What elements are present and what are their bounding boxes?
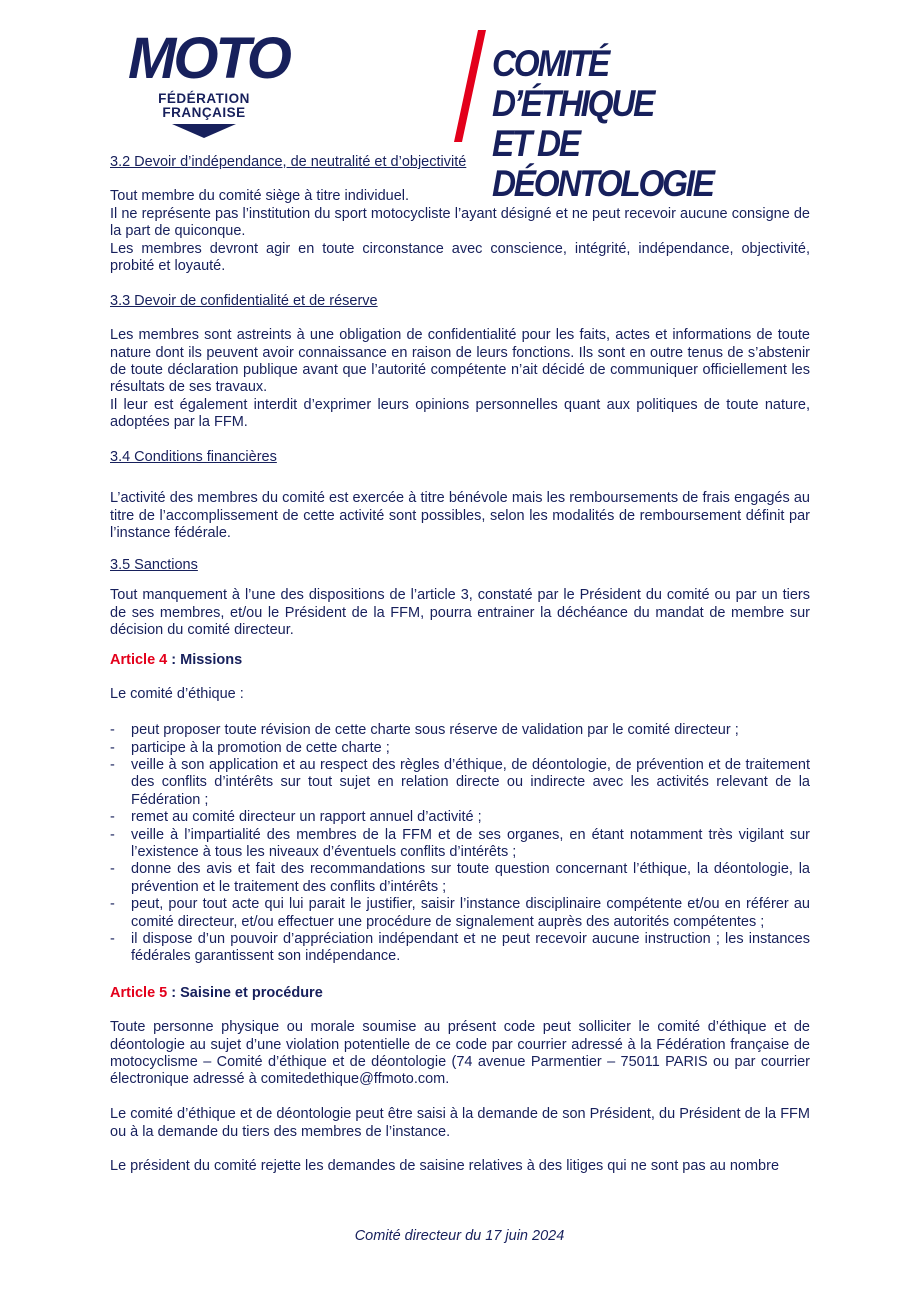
section-3-2-p2: Il ne représente pas l’institution du sport motocycliste l’ayant désigné et ne peut recevoir aucune consigne de la part de quiconque. <box>110 205 810 240</box>
list-item: - veille à l’impartialité des membres de la FFM et de ses organes, en étant notamment très vigilant sur l’existence à tous les niveaux d’éventuels conflits d’intérêts ; <box>110 826 810 860</box>
article-5-title: : Saisine et procédure <box>167 984 323 1001</box>
article-5-heading <box>110 985 810 1002</box>
section-3-2-p1: Tout membre du comité siège à titre individuel. <box>110 188 410 205</box>
article-5-p3: Le président du comité rejette les demandes de saisine relatives à des litiges qui ne sont pas au nombre <box>110 1158 780 1175</box>
ffm-logo <box>128 26 289 146</box>
committee-title-line-2: ET DE DÉONTOLOGIE <box>492 123 713 204</box>
article-5-p2: Le comité d’éthique et de déontologie peut être saisi à la demande de son Président, du Président de la FFM ou à la demande du tiers des membres de l’instance. <box>110 1106 810 1140</box>
logo-chevron-icon <box>172 124 236 140</box>
article-5-number: Article 5 <box>110 984 168 1001</box>
section-3-4-title: 3.4 Conditions financières <box>110 449 277 466</box>
page-footer: Comité directeur du 17 juin 2024 <box>354 1228 565 1244</box>
logo-line-2: FRANÇAISE <box>162 105 246 120</box>
section-3-5-title: 3.5 Sanctions <box>110 556 198 573</box>
section-3-3-p2: Il leur est également interdit d’exprimer leurs opinions personnelles quant aux politiques de toute nature, adoptées par la FFM. <box>110 396 810 431</box>
red-slash-icon <box>450 30 490 142</box>
article-4-number: Article 4 <box>110 652 168 669</box>
document-body <box>110 154 810 1176</box>
list-item: - participe à la promotion de cette charte ; <box>110 739 390 756</box>
section-3-2-title: 3.2 Devoir d’indépendance, de neutralité et d’objectivité <box>110 154 467 170</box>
logo-line-1: FÉDÉRATION <box>158 91 250 106</box>
list-item: - donne des avis et fait des recommandations sur toute question concernant l’éthique, la déontologie, la prévention et le traitement des conflits d’intérêts ; <box>110 861 810 895</box>
list-item: - peut, pour tout acte qui lui parait le justifier, saisir l’instance disciplinaire compétente et/ou en référer au comité directeur, et/ou effectuer une procédure de signalement auprès des autorités compétentes ; <box>110 896 810 930</box>
section-3-3-title: 3.3 Devoir de confidentialité et de réserve <box>110 292 378 309</box>
article-4-intro: Le comité d’éthique : <box>110 685 244 702</box>
committee-title-line-1: COMITÉ D’ÉTHIQUE <box>492 43 654 124</box>
logo-word: MOTO <box>128 26 289 91</box>
list-item: - il dispose d’un pouvoir d’appréciation indépendant et ne peut recevoir aucune instruction ; les instances fédérales garantissent son indépendance. <box>110 931 810 965</box>
article-4-title: : Missions <box>167 652 243 669</box>
list-item: - veille à son application et au respect des règles d’éthique, de déontologie, de prévention et de traitement des conflits d’intérêts sur tout sujet en relation directe ou indirecte avec les activités relevant de la Fédération ; <box>110 756 810 808</box>
section-3-4-p1: L’activité des membres du comité est exercée à titre bénévole mais les remboursements de frais engagés au titre de l’accomplissement de cette activité sont possibles, selon les modalités de remboursement définit par l’instance fédérale. <box>110 490 810 542</box>
article-4-heading <box>110 652 810 669</box>
section-3-3-p1: Les membres sont astreints à une obligation de confidentialité pour les faits, actes et informations de toute nature dont ils peuvent avoir connaissance en raison de leurs fonctions. Ils sont en outre tenus de s’abstenir de toute déclaration publique avant que l’autorité compétente n’ait décidé de communiquer officiellement les résultats de ses travaux. <box>110 327 810 396</box>
list-item: - peut proposer toute révision de cette charte sous réserve de validation par le comité directeur ; <box>110 722 739 739</box>
article-5-p1: Toute personne physique ou morale soumise au présent code peut solliciter le comité d’éthique et de déontologie au sujet d’une violation potentielle de ce code par courrier adressé à la Fédération française de motocyclisme – Comité d’éthique et de déontologie (74 avenue Parmentier – 75011 PARIS ou par courrier électronique adressé à comitedethique@ffmoto.com. <box>110 1019 810 1088</box>
missions-list <box>110 722 810 966</box>
section-3-5-p1: Tout manquement à l’une des dispositions de l’article 3, constaté par le Président du comité ou par un tiers de ses membres, et/ou le Président de la FFM, pourra entrainer la déchéance du mandat de membre sur décision du comité directeur. <box>110 587 810 638</box>
section-3-2-p3: Les membres devront agir en toute circonstance avec conscience, intégrité, indépendance, objectivité, probité et loyauté. <box>110 240 810 275</box>
list-item: - remet au comité directeur un rapport annuel d’activité ; <box>110 809 482 826</box>
